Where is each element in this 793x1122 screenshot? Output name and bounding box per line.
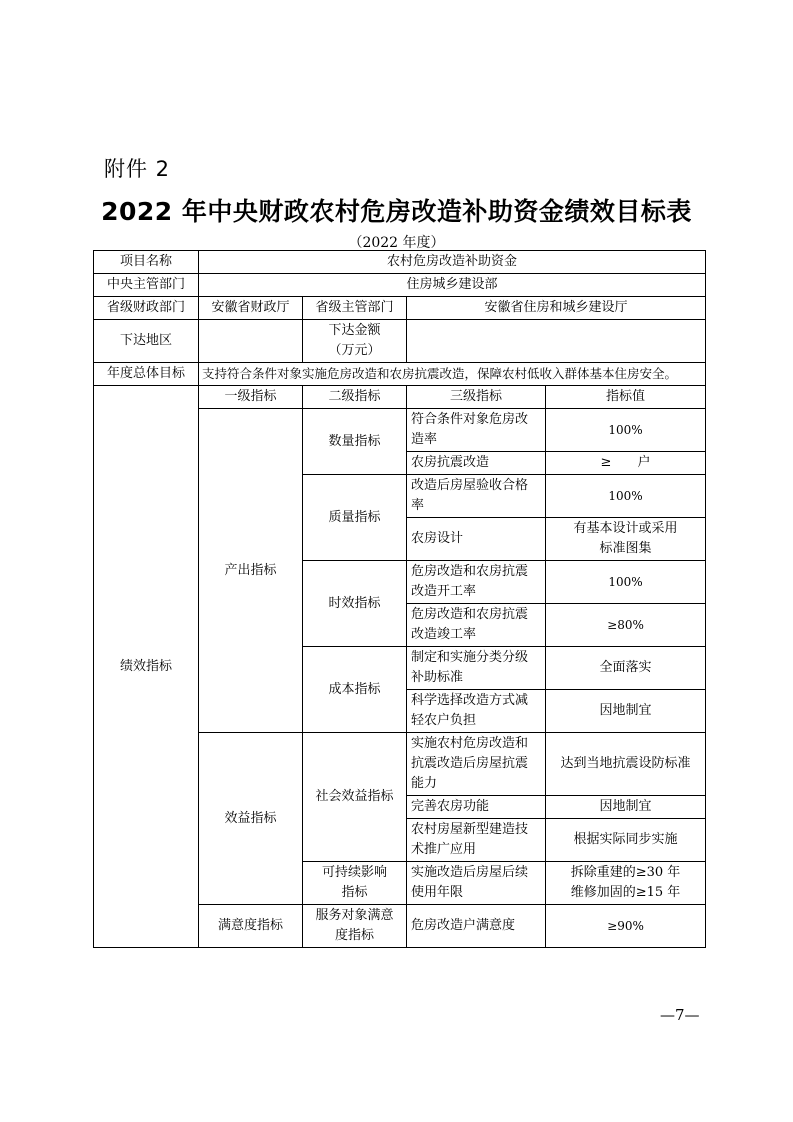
value-cell: 100%: [546, 561, 706, 604]
level2-cost: 成本指标: [303, 647, 407, 733]
level3-cell: [407, 475, 546, 518]
level1-satisfaction: 满意度指标: [199, 905, 303, 948]
overall-goal-label: 年度总体目标: [94, 363, 199, 386]
header-level3: 三级指标: [407, 386, 546, 409]
level2-line: 服务对象满意: [315, 908, 394, 923]
project-name-value: 农村危房改造补助资金: [199, 251, 706, 274]
value-cell: 因地制宜: [546, 796, 706, 819]
level3-cell: 农房设计: [407, 518, 546, 561]
level1-benefit: 效益指标: [199, 733, 303, 905]
level2-timeliness: 时效指标: [303, 561, 407, 647]
header-value: 指标值: [546, 386, 706, 409]
level3-line: 符合条件对象危房改: [411, 412, 529, 427]
amount-value: [407, 320, 706, 363]
level3-line: 率: [411, 498, 425, 513]
level3-cell: 危房改造户满意度: [407, 905, 546, 948]
level2-quality: 质量指标: [303, 475, 407, 561]
level3-cell: [407, 733, 546, 796]
level2-line: 度指标: [334, 928, 374, 943]
level2-line: 可持续影响: [321, 865, 387, 880]
value-cell: 100%: [546, 409, 706, 452]
value-cell: 达到当地抗震设防标准: [546, 733, 706, 796]
level3-line: 抗震改造后房屋抗震: [411, 756, 529, 771]
value-cell: 根据实际同步实施: [546, 819, 706, 862]
level3-cell: [407, 862, 546, 905]
amount-label-line1: 下达金额: [328, 323, 381, 338]
overall-goal-value: 支持符合条件对象实施危房改造和农房抗震改造，保障农村低收入群体基本住房安全。: [199, 363, 706, 386]
level3-cell: [407, 409, 546, 452]
level2-service-satisfaction: [303, 905, 407, 948]
value-line: 有基本设计或采用: [573, 521, 678, 536]
row-region-amount: [94, 320, 706, 363]
document-title: 2022 年中央财政农村危房改造补助资金绩效目标表: [101, 197, 692, 226]
row-project-name: [94, 251, 706, 274]
header-level2: 二级指标: [303, 386, 407, 409]
level3-cell: [407, 604, 546, 647]
prov-finance-value: 安徽省财政厅: [199, 297, 303, 320]
value-cell: 因地制宜: [546, 690, 706, 733]
level1-output: 产出指标: [199, 409, 303, 733]
value-line: 拆除重建的≥30 年: [570, 865, 681, 880]
value-cell: ≥90%: [546, 905, 706, 948]
level3-cell: 农房抗震改造: [407, 452, 546, 475]
row-provincial-depts: [94, 297, 706, 320]
level3-line: 改造后房屋验收合格: [411, 478, 529, 493]
level3-cell: 完善农房功能: [407, 796, 546, 819]
level3-line: 使用年限: [411, 885, 464, 900]
level3-line: 改造竣工率: [411, 627, 477, 642]
level3-line: 制定和实施分类分级: [411, 650, 529, 665]
prov-dept-value: 安徽省住房和城乡建设厅: [407, 297, 706, 320]
value-line: 维修加固的≥15 年: [570, 885, 681, 900]
prov-finance-label: 省级财政部门: [94, 297, 199, 320]
value-cell: ≥ 户: [546, 452, 706, 475]
prov-dept-label: 省级主管部门: [303, 297, 407, 320]
amount-label-line2: （万元）: [328, 343, 381, 358]
level3-cell: [407, 690, 546, 733]
level2-quantity: 数量指标: [303, 409, 407, 475]
level3-line: 造率: [411, 432, 438, 447]
header-level1: 一级指标: [199, 386, 303, 409]
region-value: [199, 320, 303, 363]
project-name-label: 项目名称: [94, 251, 199, 274]
level2-sustainability: [303, 862, 407, 905]
value-cell: 全面落实: [546, 647, 706, 690]
row-central-dept: [94, 274, 706, 297]
attachment-label: 附件 2: [104, 157, 171, 181]
central-dept-label: 中央主管部门: [94, 274, 199, 297]
value-cell: 100%: [546, 475, 706, 518]
performance-indicators-label: 绩效指标: [94, 386, 199, 948]
level3-line: 危房改造和农房抗震: [411, 607, 529, 622]
level3-cell: [407, 819, 546, 862]
value-cell: ≥80%: [546, 604, 706, 647]
value-cell: [546, 862, 706, 905]
level3-line: 改造开工率: [411, 584, 477, 599]
level3-line: 实施农村危房改造和: [411, 736, 529, 751]
page-number: —7—: [660, 1006, 700, 1024]
amount-label: [303, 320, 407, 363]
level3-line: 轻农户负担: [411, 713, 477, 728]
central-dept-value: 住房城乡建设部: [199, 274, 706, 297]
level3-line: 科学选择改造方式减: [411, 693, 529, 708]
level3-line: 补助标准: [411, 670, 464, 685]
region-label: 下达地区: [94, 320, 199, 363]
indicator-header-row: [94, 386, 706, 409]
level2-line: 指标: [341, 885, 368, 900]
value-cell: [546, 518, 706, 561]
level3-line: 能力: [411, 776, 438, 791]
level2-social: 社会效益指标: [303, 733, 407, 862]
level3-line: 实施改造后房屋后续: [411, 865, 529, 880]
value-line: 标准图集: [599, 541, 652, 556]
document-subtitle: （2022 年度）: [348, 235, 445, 251]
level3-line: 农村房屋新型建造技: [411, 822, 529, 837]
level3-cell: [407, 561, 546, 604]
row-overall-goal: [94, 363, 706, 386]
level3-line: 危房改造和农房抗震: [411, 564, 529, 579]
performance-target-table: [93, 250, 706, 948]
level3-cell: [407, 647, 546, 690]
level3-line: 术推广应用: [411, 842, 477, 857]
